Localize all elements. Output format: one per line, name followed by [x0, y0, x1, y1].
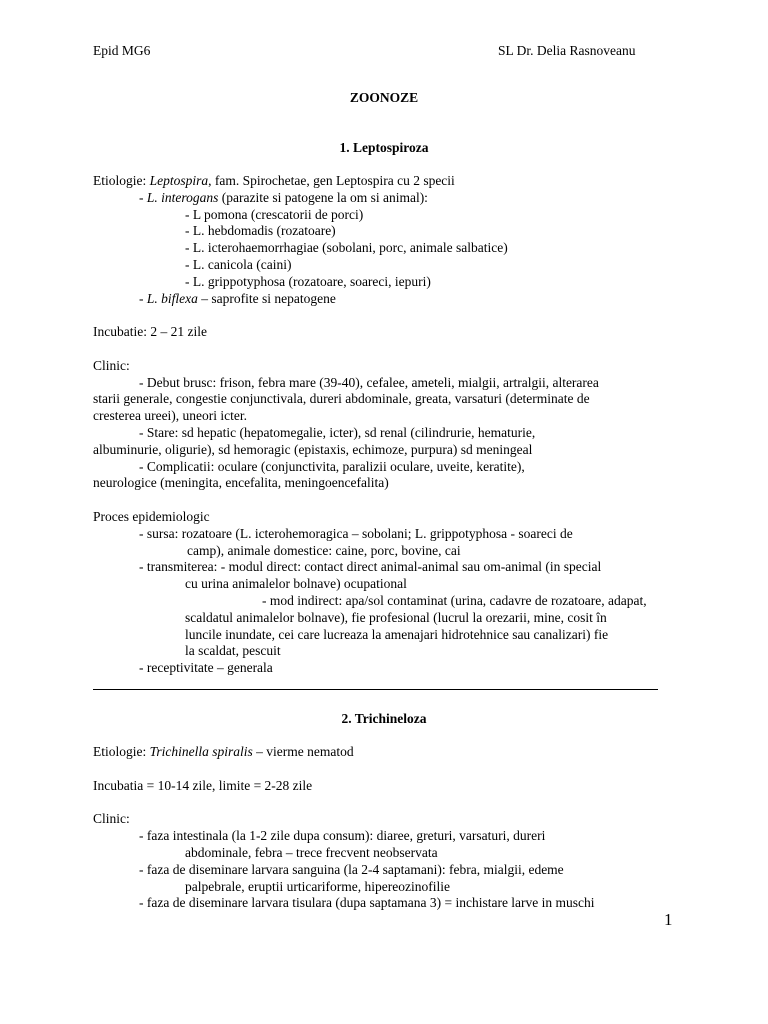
serovar-item: - L. grippotyphosa (rozatoare, soareci, iepuri): [185, 274, 431, 289]
clinic-text: - faza intestinala (la 1-2 zile dupa consum): diaree, greturi, varsaturi, dureri: [139, 828, 546, 843]
section-title-leptospiroza: 1. Leptospiroza: [339, 140, 429, 155]
clinic-text: albuminurie, oligurie), sd hemoragic (epistaxis, echimoze, purpura) sd meningeal: [93, 442, 533, 457]
clinic-text: neurologice (meningita, encefalita, meningoencefalita): [93, 475, 389, 490]
section-title-trichineloza: 2. Trichineloza: [341, 711, 427, 726]
header-course: Epid MG6: [93, 43, 151, 58]
incubation-line: Incubatia = 10-14 zile, limite = 2-28 zile: [93, 778, 313, 793]
clinic-text: palpebrale, eruptii urticariforme, hipereozinofilie: [185, 879, 451, 894]
incubation-line: Incubatie: 2 – 21 zile: [93, 324, 207, 339]
section-divider: [93, 689, 658, 690]
epidemiology-heading: Proces epidemiologic: [93, 509, 210, 524]
clinic-text: - Debut brusc: frison, febra mare (39-40), cefalee, ameteli, mialgii, artralgii, alterarea: [139, 375, 599, 390]
serovar-item: - L pomona (crescatorii de porci): [185, 207, 364, 222]
clinic-text: - faza de diseminare larvara tisulara (dupa saptamana 3) = inchistare larve in muschi: [139, 895, 595, 910]
serovar-item: - L. icterohaemorrhagiae (sobolani, porc, animale salbatice): [185, 240, 508, 255]
clinic-text: - Stare: sd hepatic (hepatomegalie, icter), sd renal (cilindrurie, hematurie,: [139, 425, 536, 440]
etiology-line: Etiologie: Leptospira, fam. Spirochetae, gen Leptospira cu 2 specii: [93, 173, 455, 188]
clinic-heading: Clinic:: [93, 358, 130, 373]
epidemiology-text: - mod indirect: apa/sol contaminat (urina, cadavre de rozatoare, adapat,: [262, 593, 647, 608]
clinic-text: - Complicatii: oculare (conjunctivita, paralizii oculare, uveite, keratite),: [139, 459, 525, 474]
epidemiology-text: - sursa: rozatoare (L. icterohemoragica – sobolani; L. grippotyphosa - soareci de: [139, 526, 573, 541]
clinic-text: cresterea ureei), uneori icter.: [93, 408, 248, 423]
clinic-heading: Clinic:: [93, 811, 130, 826]
species-biflexa: - L. biflexa – saprofite si nepatogene: [139, 291, 336, 306]
serovar-item: - L. canicola (caini): [185, 257, 292, 272]
epidemiology-text: luncile inundate, cei care lucreaza la amenajari hidrotehnice sau canalizari) fie: [185, 627, 609, 642]
epidemiology-text: camp), animale domestice: caine, porc, bovine, cai: [187, 543, 461, 558]
epidemiology-text: scaldatul animalelor bolnave), fie profesional (lucrul la orezarii, mine, cosit în: [185, 610, 607, 625]
serovar-item: - L. hebdomadis (rozatoare): [185, 223, 336, 238]
epidemiology-text: cu urina animalelor bolnave) ocupational: [185, 576, 407, 591]
clinic-text: abdominale, febra – trece frecvent neobservata: [185, 845, 438, 860]
epidemiology-text: - receptivitate – generala: [139, 660, 273, 675]
etiology-line: Etiologie: Trichinella spiralis – vierme nematod: [93, 744, 354, 759]
clinic-text: - faza de diseminare larvara sanguina (la 2-4 saptamani): febra, mialgii, edeme: [139, 862, 564, 877]
clinic-text: starii generale, congestie conjunctivala, dureri abdominale, greata, varsaturi (determinate de: [93, 391, 590, 406]
header-author: SL Dr. Delia Rasnoveanu: [498, 43, 636, 58]
species-interogans: - L. interogans (parazite si patogene la om si animal):: [139, 190, 428, 205]
epidemiology-text: - transmiterea: - modul direct: contact direct animal-animal sau om-animal (in special: [139, 559, 602, 574]
page-number: 1: [664, 910, 673, 929]
document-title: ZOONOZE: [349, 90, 419, 105]
epidemiology-text: la scaldat, pescuit: [185, 643, 281, 658]
